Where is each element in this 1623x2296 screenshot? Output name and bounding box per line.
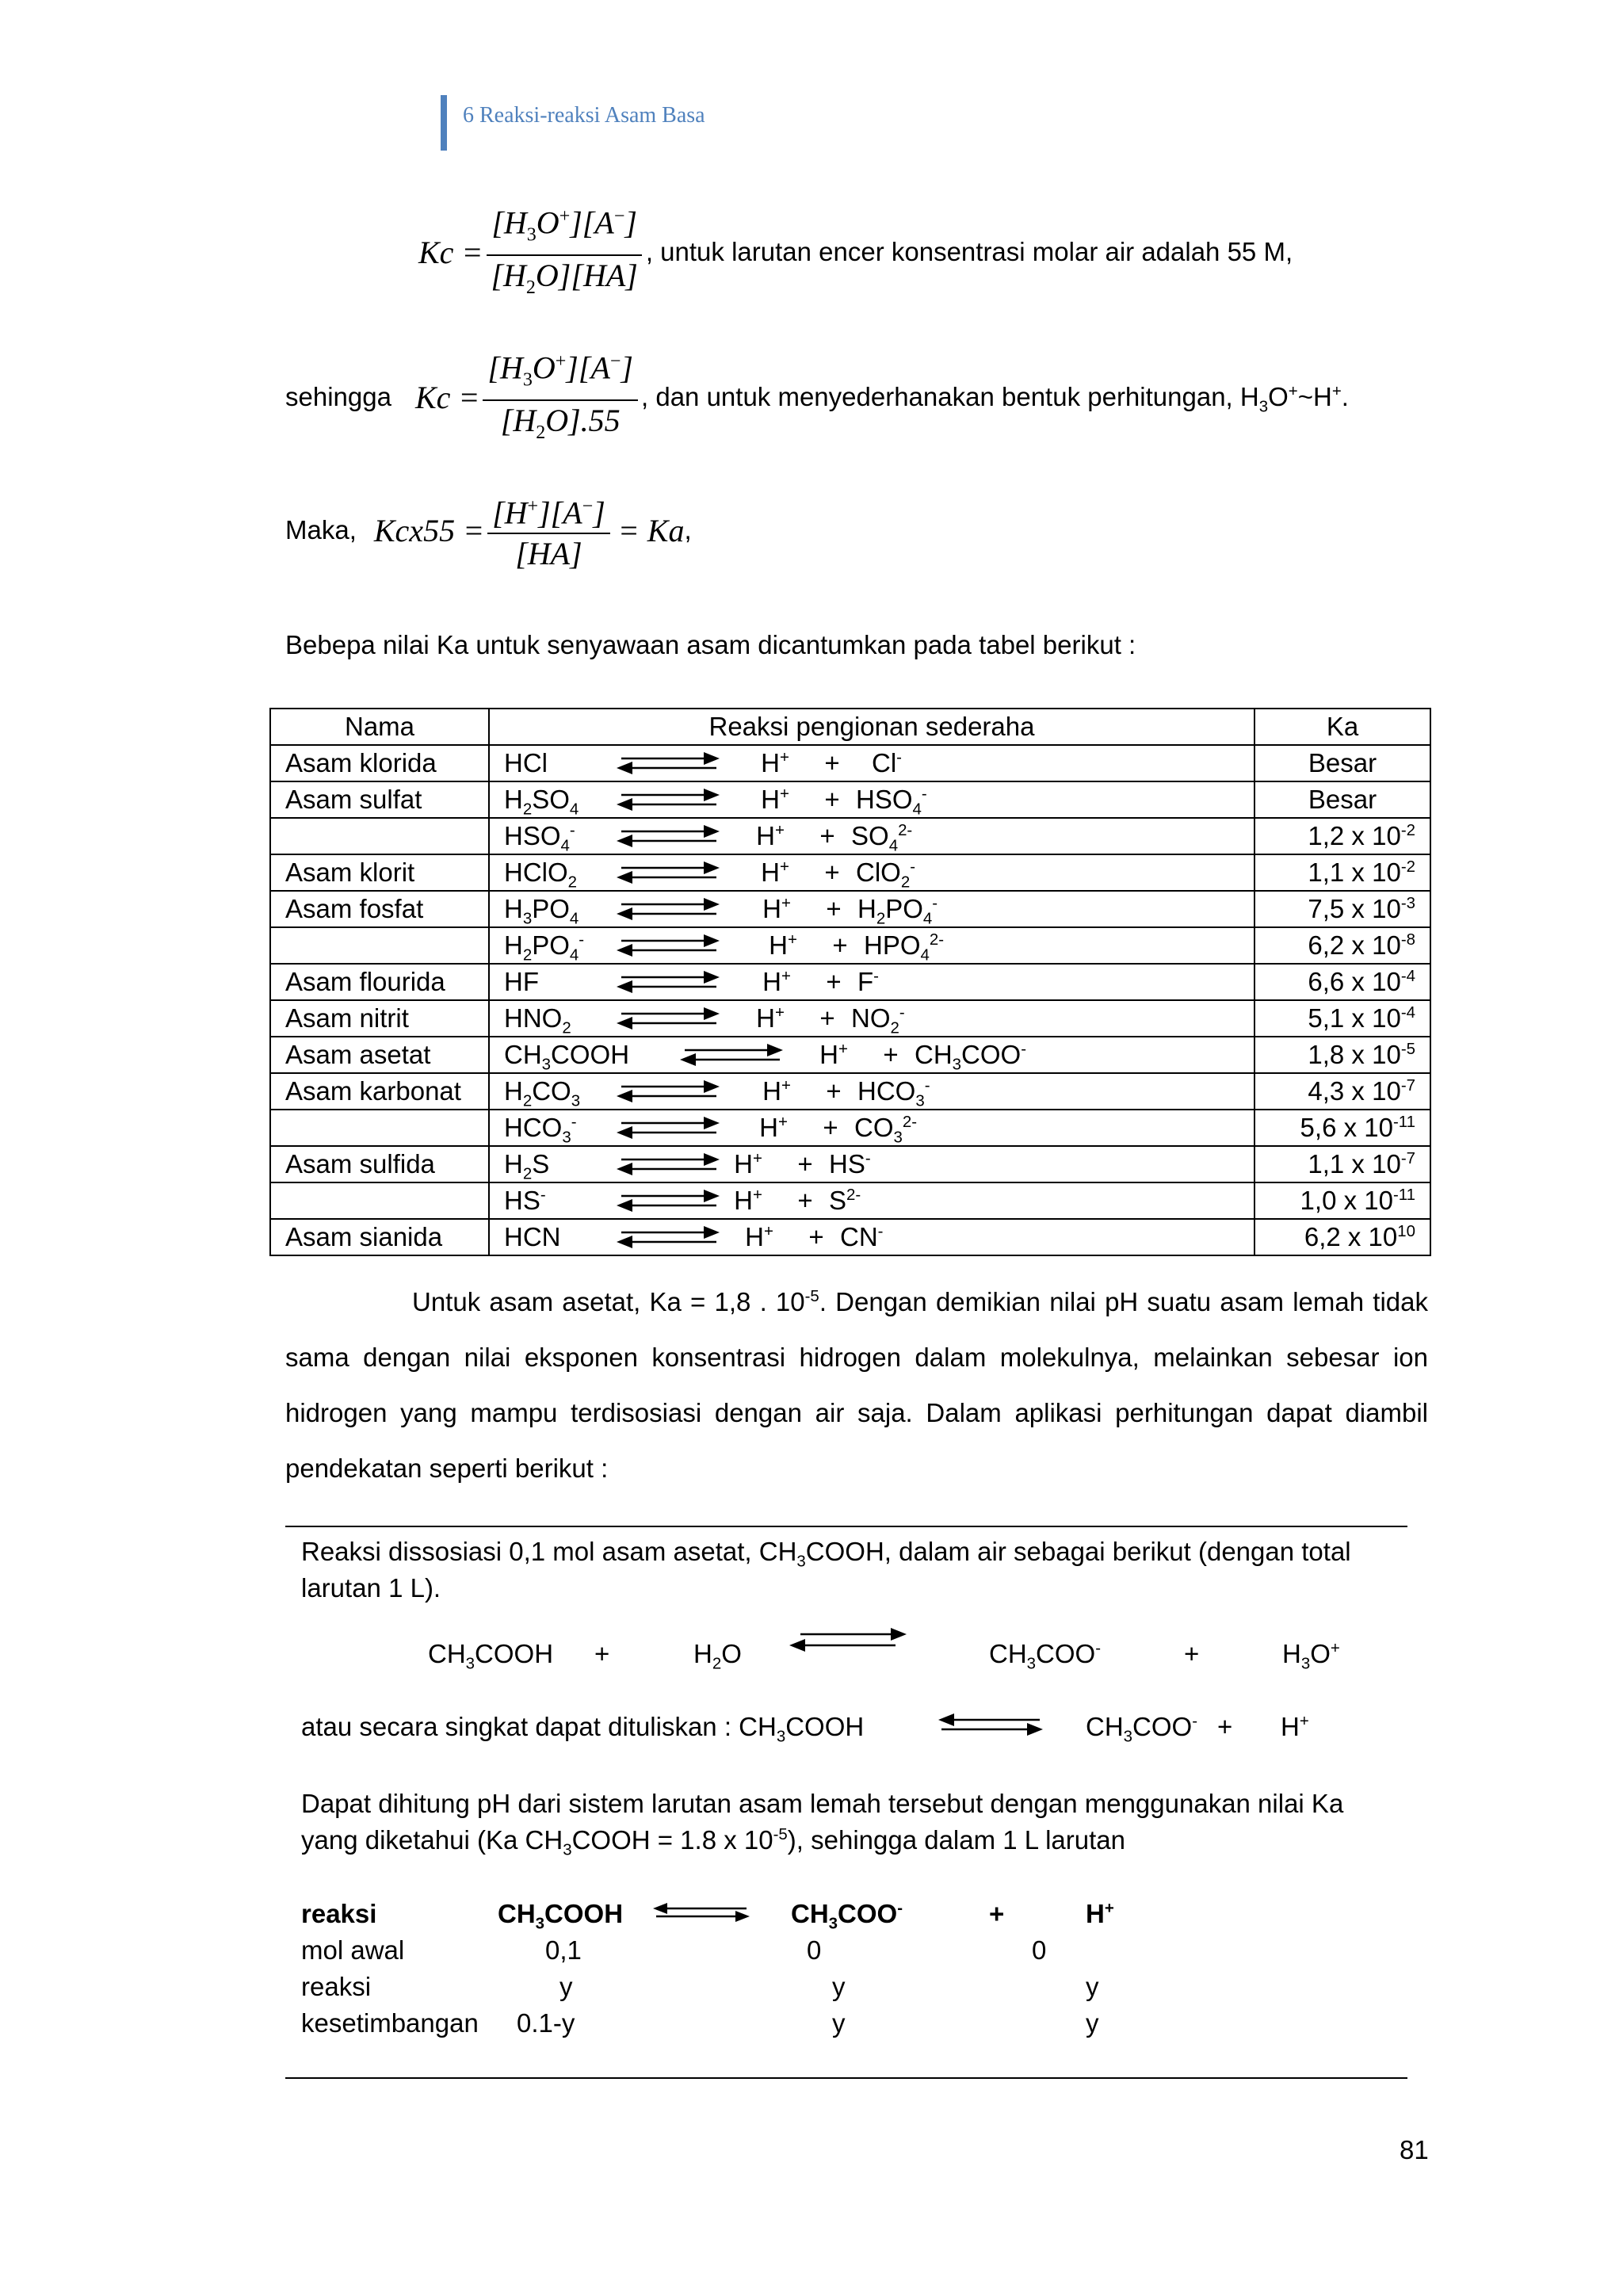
equilibrium-arrow-icon — [615, 788, 726, 812]
reaction-cell: HCN H+ + CN- — [489, 1219, 1254, 1255]
box-intro-text: Reaksi dissosiasi 0,1 mol asam asetat, $CH_3COOH$, dalam air sebagai berikut (dengan total larutan 1 L). — [301, 1537, 1351, 1603]
page-number: 81 — [1400, 2135, 1429, 2164]
ka-value: 5,6 x $10^{-11}$ — [1254, 1110, 1430, 1146]
ice-header-label: reaksi — [301, 1899, 377, 1928]
equilibrium-arrow-icon — [615, 861, 726, 884]
ice-row-label: mol awal — [301, 1935, 405, 1965]
ka-value: 1,0 x $10^{-11}$ — [1254, 1182, 1430, 1219]
reaction-cell: $HSO_4^-$ H+ + $SO_4^{2-}$ — [489, 818, 1254, 854]
reaction-cell: HClO$_2$ H+ + ClO$_2$- — [489, 854, 1254, 891]
ice-cell: y — [832, 1972, 846, 2001]
acid-name: Asam nitrit — [270, 1000, 489, 1037]
table-row — [270, 964, 1430, 1000]
table-row — [270, 854, 1430, 891]
eq2-lhs: Kc = — [414, 379, 480, 415]
acid-name: Asam fosfat — [270, 891, 489, 927]
equilibrium-arrow-icon — [615, 934, 726, 957]
table-row — [270, 891, 1430, 927]
ice-cell: y — [1086, 2008, 1099, 2038]
table-row — [270, 1110, 1430, 1146]
ka-value: 1,1 x $10^{-2}$ — [1254, 854, 1430, 891]
table-intro: Bebepa nilai Ka untuk senyawaan asam dicantumkan pada tabel berikut : — [285, 630, 1136, 659]
table-row — [270, 927, 1430, 964]
ice-cell: y — [559, 1972, 573, 2001]
reaction-cell: HS- H+ + $S^{2-}$ — [489, 1182, 1254, 1219]
reaction-cell: $H_2S$ H+ + HS- — [489, 1146, 1254, 1182]
eq1-denominator: $[H_2O][HA]$ — [491, 258, 638, 299]
equilibrium-arrow-icon — [615, 1007, 726, 1030]
table-row — [270, 1000, 1430, 1037]
equilibrium-arrow-icon — [615, 1225, 726, 1249]
short-reaction-equation: atau secara singkat dapat dituliskan : $CH_3COOH$ $CH_3COO^-$ + H+ — [301, 1712, 1395, 1748]
table-header-row — [270, 709, 1430, 745]
reaction-cell: $HCO_3^-$ H+ + $CO_3^{2-}$ — [489, 1110, 1254, 1146]
table-row — [270, 1146, 1430, 1182]
reaction-cell: $H_2PO_4^-$ H+ + $HPO_4^{2-}$ — [489, 927, 1254, 964]
eq3-denominator: [HA] — [515, 536, 582, 572]
acid-name — [270, 1110, 489, 1146]
equilibrium-arrow-icon — [615, 1116, 726, 1140]
eq2-lead: sehingga — [285, 382, 391, 412]
equilibrium-arrow-icon — [615, 1189, 726, 1213]
box-top-rule — [285, 1526, 1407, 1527]
full-reaction-equation: $CH_3COOH$ + $H_2O$ $CH_3COO^-$ + $H_3O^+$ — [428, 1639, 1395, 1675]
eq2-fraction — [483, 345, 638, 449]
reaction-cell: HCl H+ + Cl- — [489, 745, 1254, 781]
ka-value: 6,2 x $10^{10}$ — [1254, 1219, 1430, 1255]
acid-name: Asam sulfida — [270, 1146, 489, 1182]
box-calc-text: Dapat dihitung pH dari sistem larutan asam lemah tersebut dengan menggunakan nilai Ka yang diketahui (Ka $CH_3COOH = 1.8$ x $10^{-5}$), sehingga dalam 1 L larutan — [301, 1789, 1344, 1859]
reaction-cell: $H_3PO_4$ H+ + $H_2PO_4^-$ — [489, 891, 1254, 927]
ice-header-plus: + — [989, 1899, 1005, 1928]
header-nama: Nama — [270, 709, 489, 745]
eq3-numerator: [H+][A−] — [487, 490, 610, 534]
table-row — [270, 1037, 1430, 1073]
ka-value: 1,1 x $10^{-7}$ — [1254, 1146, 1430, 1182]
eq1-text: , untuk larutan encer konsentrasi molar air adalah 55 M, — [645, 237, 1293, 267]
ice-cell: 0,1 — [545, 1935, 582, 1965]
running-header-bar — [441, 95, 447, 151]
ka-value: 6,6 x $10^{-4}$ — [1254, 964, 1430, 1000]
table-row — [270, 1219, 1430, 1255]
eq2-denominator: $[H_2O].55$ — [500, 403, 621, 444]
running-header-title: 6 Reaksi-reaksi Asam Basa — [463, 103, 705, 128]
ice-cell: 0 — [807, 1935, 822, 1965]
acid-name: Asam karbonat — [270, 1073, 489, 1110]
equilibrium-arrow-icon — [935, 1709, 1046, 1740]
table-row — [270, 745, 1430, 781]
ka-value: 4,3 x $10^{-7}$ — [1254, 1073, 1430, 1110]
table-row — [270, 781, 1430, 818]
reaction-cell: $H_2CO_3$ H+ + $HCO_3^-$ — [489, 1073, 1254, 1110]
ka-value: 6,2 x $10^{-8}$ — [1254, 927, 1430, 964]
equilibrium-arrow-icon — [615, 970, 726, 994]
equation-kc-water — [285, 345, 1349, 449]
table-row — [270, 1182, 1430, 1219]
equilibrium-arrow-icon — [615, 897, 726, 921]
acid-name: Asam klorida — [270, 745, 489, 781]
table-row — [270, 818, 1430, 854]
eq3-lhs: Kcx55 = — [373, 512, 485, 548]
box-bottom-rule — [285, 2077, 1407, 2079]
header-reaksi: Reaksi pengionan sederaha — [489, 709, 1254, 745]
eq3-lead: Maka, — [285, 515, 357, 545]
eq1-lhs: Kc = — [418, 234, 483, 270]
equilibrium-arrow-icon — [615, 751, 726, 775]
paragraph-ph: Untuk asam asetat, Ka = 1,8 . $10^{-5}$. Dengan demikian nilai pH suatu asam lemah tidak sama dengan nilai eksponen konsentrasi hidrogen dalam molekulnya, melainkan sebesar ion hidrogen yang mampu terdisosiasi dengan air saja. Dalam aplikasi perhitungan dapat diambil pendekatan seperti berikut : — [285, 1287, 1428, 1483]
ka-value: 7,5 x $10^{-3}$ — [1254, 891, 1430, 927]
equation-kc — [418, 200, 1293, 304]
ice-header-product2: H+ — [1086, 1899, 1114, 1928]
ka-value: Besar — [1254, 781, 1430, 818]
ka-value: 1,2 x $10^{-2}$ — [1254, 818, 1430, 854]
ice-header-reactant: $CH_3COOH$ — [498, 1899, 624, 1933]
equilibrium-arrow-icon — [678, 1043, 789, 1067]
eq2-numerator: $[H_3O^+][A^-]$ — [483, 345, 638, 401]
ice-row-label: reaksi — [301, 1972, 372, 2001]
equation-ka — [285, 490, 692, 571]
ka-value: 5,1 x $10^{-4}$ — [1254, 1000, 1430, 1037]
ice-header-product1: $CH_3COO^-$ — [791, 1899, 903, 1933]
acid-name — [270, 818, 489, 854]
equilibrium-arrow-icon — [615, 824, 726, 848]
ka-value: Besar — [1254, 745, 1430, 781]
eq3-fraction — [487, 490, 610, 571]
ice-row-label: kesetimbangan — [301, 2008, 479, 2038]
equilibrium-arrow-icon — [785, 1626, 911, 1658]
ice-cell: 0 — [1032, 1935, 1047, 1965]
eq3-tail: , — [684, 515, 692, 545]
ka-value: 1,8 x $10^{-5}$ — [1254, 1037, 1430, 1073]
eq1-numerator: $[H_3O^+][A^-]$ — [487, 200, 642, 256]
ice-cell: y — [1086, 1972, 1099, 2001]
ka-table — [269, 708, 1431, 1256]
acid-name: Asam flourida — [270, 964, 489, 1000]
acid-name: Asam sianida — [270, 1219, 489, 1255]
eq3-rhs: = Ka — [617, 512, 685, 548]
acid-name — [270, 1182, 489, 1219]
acid-name: Asam sulfat — [270, 781, 489, 818]
ice-cell: 0.1-y — [517, 2008, 575, 2038]
eq2-text: , dan untuk menyederhanakan bentuk perhitungan, $H_3O^+\sim H^+$. — [641, 382, 1349, 416]
eq1-fraction — [486, 200, 642, 304]
acid-name — [270, 927, 489, 964]
header-ka: Ka — [1254, 709, 1430, 745]
reaction-cell: HF H+ + F- — [489, 964, 1254, 1000]
equilibrium-arrow-icon — [615, 1079, 726, 1103]
table-row — [270, 1073, 1430, 1110]
reaction-cell: $CH_3COOH$ H+ + $CH_3COO^-$ — [489, 1037, 1254, 1073]
ice-cell: y — [832, 2008, 846, 2038]
ice-table — [301, 1896, 1395, 2046]
reaction-cell: $HNO_2$ H+ + $NO_2^-$ — [489, 1000, 1254, 1037]
equilibrium-arrow-icon — [615, 1152, 726, 1176]
reaction-cell: $H_2SO_4$ H+ + $HSO_4^-$ — [489, 781, 1254, 818]
equilibrium-arrow-icon — [650, 1899, 753, 1927]
acid-name: Asam klorit — [270, 854, 489, 891]
acid-name: Asam asetat — [270, 1037, 489, 1073]
